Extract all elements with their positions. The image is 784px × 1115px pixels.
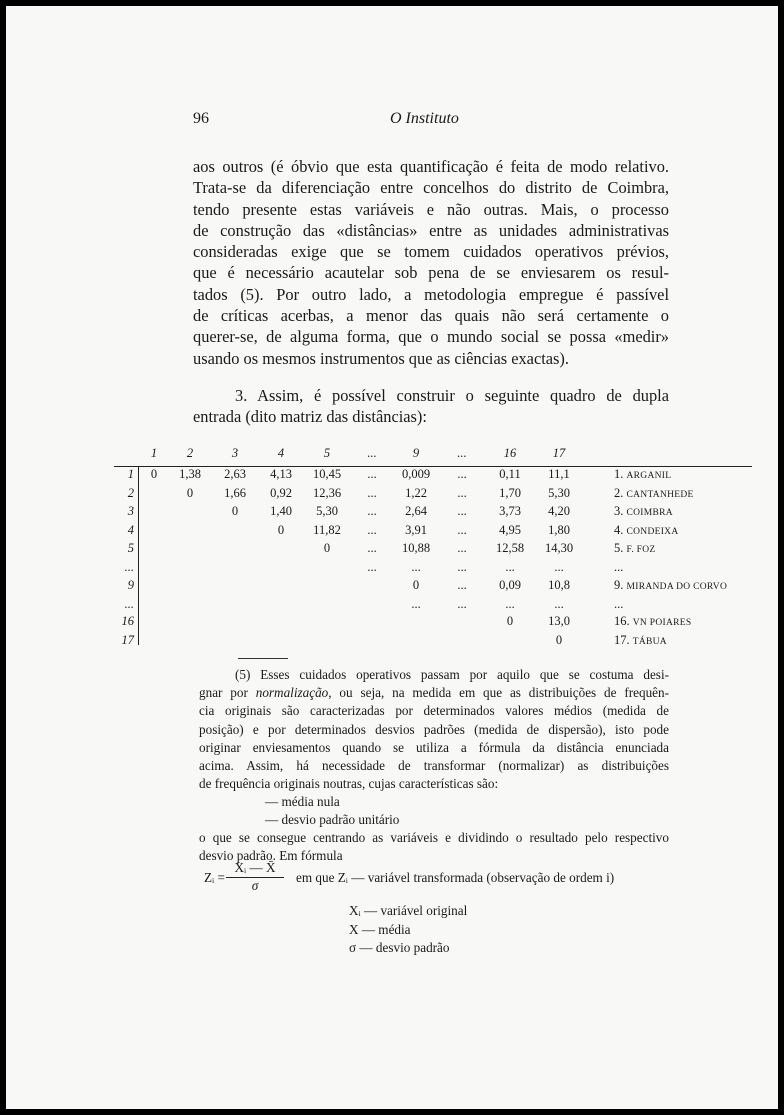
matrix-cell: 4,20 [548,504,570,518]
municipality-number: 3. [614,504,624,518]
matrix-cell: ... [457,523,467,537]
matrix-cell: 12,36 [312,486,342,500]
row-header: 17 [121,633,134,647]
matrix-cell: ... [457,560,467,574]
column-header: ... [457,446,467,460]
matrix-cell: 10,88 [401,541,431,555]
text-line: usando os mesmos instrumentos que as ciências exactas). [193,348,569,368]
matrix-cell: ... [367,467,377,481]
page-number: 96 [193,110,209,127]
municipality-label [614,541,656,556]
municipality-name: ARGANIL [626,471,672,481]
column-header: 5 [323,446,331,460]
footnote-line: originar enviesamentos quando se utiliza a fórmula da distância enunciada [199,739,669,755]
municipality-label [614,523,679,538]
matrix-cell: ... [411,560,421,574]
row-header: 1 [127,467,134,481]
municipality-number: 5. [614,541,624,555]
matrix-cell: 4,13 [270,467,292,481]
column-header: 3 [231,446,239,460]
text-line: de construção das «distâncias» entre as unidades administrativas [193,220,669,240]
column-header: 1 [150,446,158,460]
matrix-cell: 0 [323,541,331,555]
matrix-cell: ... [457,504,467,518]
municipality-name: CONDEIXA [626,527,679,537]
formula-lhs: Zᵢ = [204,870,225,885]
distance-matrix-table [114,446,764,646]
matrix-cell: 2,63 [224,467,246,481]
matrix-cell: 5,30 [548,486,570,500]
matrix-cell: 1,80 [548,523,570,537]
row-header: 2 [127,486,134,500]
book-page [6,6,778,1109]
row-header: 3 [127,504,134,518]
matrix-cell: 5,30 [316,504,338,518]
text-line: aos outros (é óbvio que esta quantificação é feita de modo relativo. [193,157,669,176]
municipality-label [614,467,671,482]
matrix-cell: ... [367,486,377,500]
running-title: O Instituto [390,110,459,127]
municipality-label [614,560,623,575]
matrix-cell: 1,70 [499,486,521,500]
matrix-cell: ... [457,597,467,611]
row-header: ... [124,560,134,574]
municipality-number: 2. [614,486,624,500]
municipality-name: CANTANHEDE [626,490,694,500]
footnote-5 [199,666,669,793]
text-line: tendo presente estas variáveis e não outras. Mais, o processo [193,199,669,219]
municipality-name: MIRANDA DO CORVO [626,582,728,592]
matrix-cell: 0 [231,504,239,518]
row-header: 4 [127,523,134,537]
matrix-cell: 12,58 [495,541,525,555]
matrix-cell: 0 [506,614,514,628]
column-header: 9 [412,446,420,460]
matrix-cell: 13,0 [548,614,570,628]
matrix-cell: 0 [412,578,420,592]
column-header: 16 [503,446,517,460]
emphasis-normalizacao: normalização [255,685,329,701]
footnote-line: desvio padrão. Em fórmula [199,848,343,864]
formula-fraction [226,860,284,894]
matrix-cell: ... [367,541,377,555]
row-header: 9 [127,578,134,592]
matrix-cell: 0,009 [401,467,431,481]
matrix-cell: 10,8 [548,578,570,592]
text-line: entrada (dito matriz das distâncias): [193,407,427,427]
matrix-cell: 0,09 [499,578,521,592]
municipality-name: VN POIARES [632,618,692,628]
matrix-cell: 1,40 [270,504,292,518]
column-header: ... [367,446,377,460]
matrix-cell: 0 [150,467,158,481]
row-header: 16 [121,614,134,628]
formula-legend [349,902,467,958]
column-header: 17 [552,446,566,460]
legend-xi: Xᵢ — variável original [349,903,468,918]
matrix-cell: 1,22 [405,486,427,500]
bullet-media-nula: — média nula [265,794,340,809]
matrix-cell: ... [554,597,564,611]
municipality-label [614,504,673,519]
municipality-label [614,597,623,612]
municipality-label [614,486,694,501]
footnote-line: cia originais são caracterizadas por determinados valores médios (medida de [199,703,669,719]
municipality-label [614,578,727,593]
legend-sigma: σ — desvio padrão [349,940,450,955]
municipality-number: 16. [614,614,630,628]
municipality-number: 17. [614,633,630,647]
municipality-label [614,614,691,629]
matrix-cell: 0 [555,633,563,647]
matrix-cell: 0,11 [499,467,521,481]
footnote-separator [238,658,288,659]
text-line: que é necessário acautelar sob pena de se enviesarem os resul- [193,263,669,283]
text-line: tados (5). Por outro lado, a metodologia empregue é passível [193,284,669,304]
matrix-cell: 10,45 [312,467,342,481]
matrix-cell: ... [411,597,421,611]
paragraph-1 [193,156,669,369]
row-header: 5 [127,541,134,555]
matrix-cell: 14,30 [544,541,574,555]
formula-numerator: Xᵢ — X̄ [226,860,284,878]
matrix-cell: 11,1 [548,467,570,481]
municipality-label [614,633,667,648]
footnote-line: de frequência originais noutras, cujas características são: [199,776,499,792]
matrix-cell: 1,38 [179,467,201,481]
matrix-cell: ... [554,560,564,574]
footnote-bullets [265,793,399,829]
paragraph-2 [193,385,669,428]
legend-x-bar: X — média [349,921,411,937]
matrix-cell: 4,95 [499,523,521,537]
matrix-cell: ... [367,523,377,537]
footnote-line: o que se consegue centrando as variáveis e dividindo o resultado pelo respectivo [199,830,669,845]
text-line: consideradas exige que se tomem cuidados operativos prévios, [193,242,669,262]
text-line: querer-se, de alguma forma, que o mundo social se possa «medir» [193,327,669,347]
matrix-cell: 0,92 [270,486,292,500]
matrix-cell: 0 [277,523,285,537]
municipality-number: ... [614,597,624,611]
municipality-number: ... [614,560,624,574]
matrix-cell: 3,91 [405,523,427,537]
matrix-cell: ... [457,578,467,592]
formula-denominator: σ [251,878,259,893]
table-left-rule [138,467,139,645]
footnote-line: gnar por normalização, ou seja, na medida em que as distribuições de frequên- [199,685,670,701]
municipality-name: TÁBUA [632,637,667,647]
matrix-cell: 3,73 [499,504,521,518]
municipality-name: COIMBRA [626,508,673,518]
row-header: ... [124,597,134,611]
matrix-cell: 2,64 [405,504,427,518]
matrix-cell: ... [457,541,467,555]
municipality-number: 4. [614,523,624,537]
municipality-name: F. FOZ [626,545,656,555]
footnote-line: posição) e por determinados desvios padrões (medida de dispersão), isto pode [199,721,669,737]
column-header: 4 [277,446,285,460]
municipality-number: 1. [614,467,624,481]
matrix-cell: ... [367,560,377,574]
matrix-cell: 0 [186,486,194,500]
matrix-cell: 11,82 [313,523,341,537]
matrix-cell: ... [367,504,377,518]
footnote-line: acima. Assim, há necessidade de transformar (normalizar) as distribuições [199,758,669,774]
column-header: 2 [186,446,194,460]
normalization-formula [204,860,684,900]
text-line: 3. Assim, é possível construir o seguinte quadro de dupla [235,386,669,405]
municipality-number: 9. [614,578,624,592]
matrix-cell: ... [505,560,515,574]
bullet-desvio-padrao: — desvio padrão unitário [265,812,400,828]
formula-description: em que Zᵢ — variável transformada (observação de ordem i) [296,870,615,885]
text-line: de críticas acerbas, a menor das quais não será certamente o [193,306,669,326]
matrix-cell: ... [457,486,467,500]
text-line: Trata-se da diferenciação entre concelhos do distrito de Coimbra, [193,178,669,198]
matrix-cell: ... [457,467,467,481]
matrix-cell: ... [505,597,515,611]
matrix-cell: 1,66 [224,486,246,500]
footnote-line: (5) Esses cuidados operativos passam por aquilo que se costuma desi- [235,667,669,682]
